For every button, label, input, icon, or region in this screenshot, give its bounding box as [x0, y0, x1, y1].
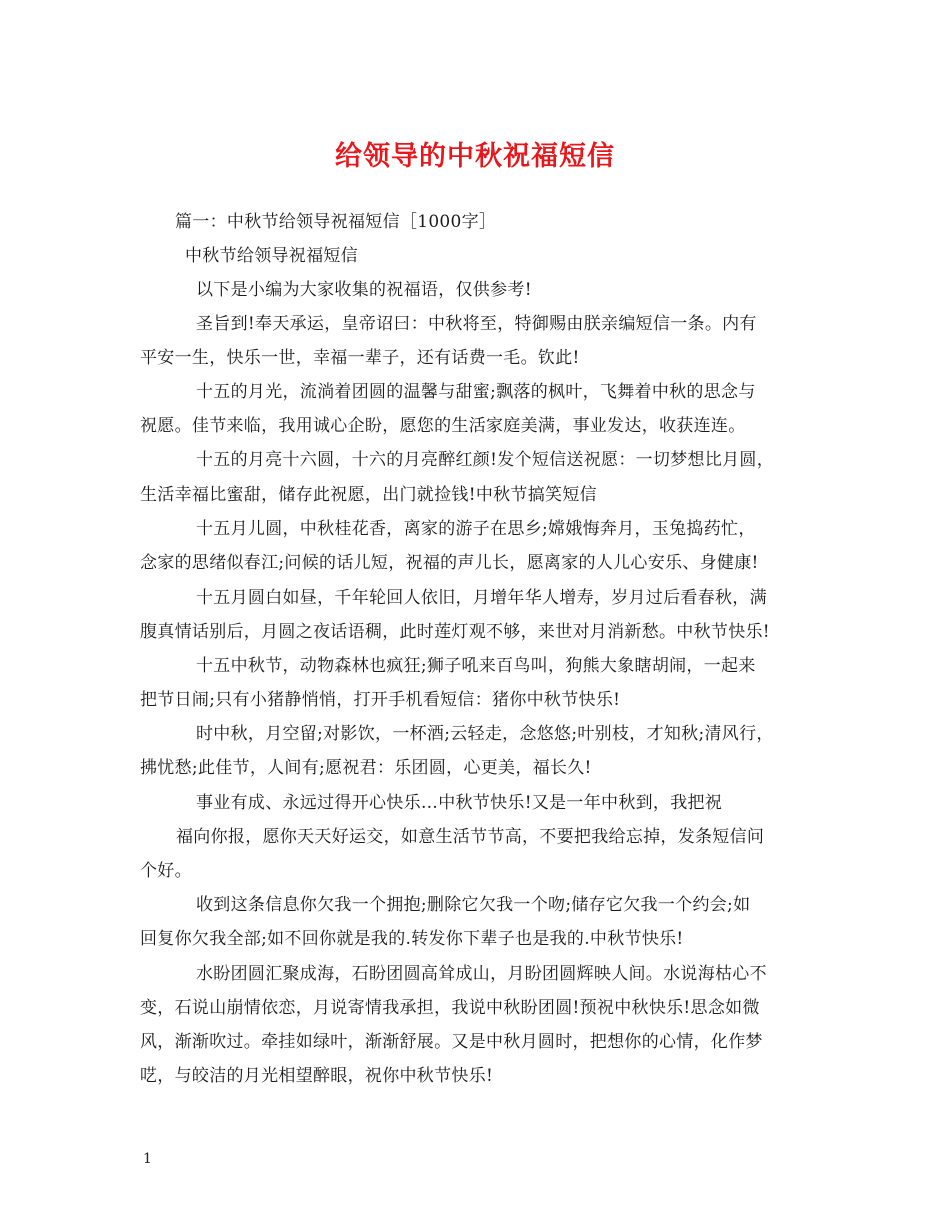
- paragraph-line: 回复你欠我全部;如不回你就是我的.转发你下辈子也是我的.中秋节快乐!: [140, 929, 684, 949]
- paragraph-line: 生活幸福比蜜甜，储存此祝愿，出门就捡钱!中秋节搞笑短信: [140, 485, 597, 505]
- paragraph-line: 圣旨到!奉天承运，皇帝诏曰：中秋将至，特御赐由朕亲编短信一条。内有: [196, 314, 757, 334]
- page-number: 1: [143, 1151, 152, 1167]
- paragraph-line: 祝愿。佳节来临，我用诚心企盼，愿您的生活家庭美满，事业发达，收获连连。: [140, 416, 746, 436]
- paragraph-line: 风，渐渐吹过。牵挂如绿叶，渐渐舒展。又是中秋月圆时，把想你的心情，化作梦: [140, 1032, 763, 1052]
- paragraph-line: 福向你报，愿你天天好运交，如意生活节节高，不要把我给忘掉，发条短信问: [176, 827, 765, 847]
- section-heading: 篇一：中秋节给领导祝福短信［1000字］: [175, 212, 497, 232]
- paragraph-line: 把节日闹;只有小猪静悄悄，打开手机看短信：猪你中秋节快乐!: [140, 690, 621, 710]
- paragraph-line: 十五月圆白如昼，千年轮回人依旧，月增年华人增寿，岁月过后看春秋，满: [196, 588, 767, 608]
- subheading: 中秋节给领导祝福短信: [185, 246, 358, 266]
- paragraph-line: 念家的思绪似春江;问候的话儿短，祝福的声儿长，愿离家的人儿心安乐、身健康!: [140, 553, 759, 573]
- paragraph-line: 时中秋，月空留;对影饮，一杯酒;云轻走，念悠悠;叶别枝，才知秋;清风行，: [196, 724, 774, 744]
- paragraph-line: 以下是小编为大家收集的祝福语，仅供参考!: [196, 280, 532, 300]
- paragraph-line: 十五的月亮十六圆，十六的月亮醉红颜!发个短信送祝愿：一切梦想比月圆，: [196, 450, 775, 470]
- paragraph-line: 平安一生，快乐一世，幸福一辈子，还有话费一毛。钦此!: [140, 348, 580, 368]
- paragraph-line: 拂忧愁;此佳节，人间有;愿祝君：乐团圆，心更美，福长久!: [140, 758, 592, 778]
- paragraph-line: 腹真情话别后，月圆之夜话语稠，此时莲灯观不够，来世对月消新愁。中秋节快乐!: [140, 622, 770, 642]
- paragraph-line: 十五的月光，流淌着团圆的温馨与甜蜜;飘落的枫叶，飞舞着中秋的思念与: [196, 382, 756, 402]
- paragraph-line: 水盼团圆汇聚成海，石盼团圆高耸成山，月盼团圆辉映人间。水说海枯心不: [196, 964, 767, 984]
- paragraph-line: 十五月儿圆，中秋桂花香，离家的游子在思乡;嫦娥悔奔月，玉兔捣药忙，: [196, 519, 756, 539]
- paragraph-line: 收到这条信息你欠我一个拥抱;删除它欠我一个吻;储存它欠我一个约会;如: [196, 895, 751, 915]
- paragraph-line: 个好。: [140, 861, 192, 881]
- paragraph-line: 变，石说山崩情依恋，月说寄情我承担，我说中秋盼团圆!预祝中秋快乐!思念如微: [140, 998, 760, 1018]
- paragraph-line: 事业有成、永远过得开心快乐…中秋节快乐!又是一年中秋到，我把祝: [196, 793, 723, 813]
- paragraph-line: 十五中秋节，动物森林也疯狂;狮子吼来百鸟叫，狗熊大象瞎胡闹，一起来: [196, 656, 756, 676]
- paragraph-line: 呓，与皎洁的月光相望醉眼，祝你中秋节快乐!: [140, 1066, 494, 1086]
- document-title: 给领导的中秋祝福短信: [335, 141, 615, 172]
